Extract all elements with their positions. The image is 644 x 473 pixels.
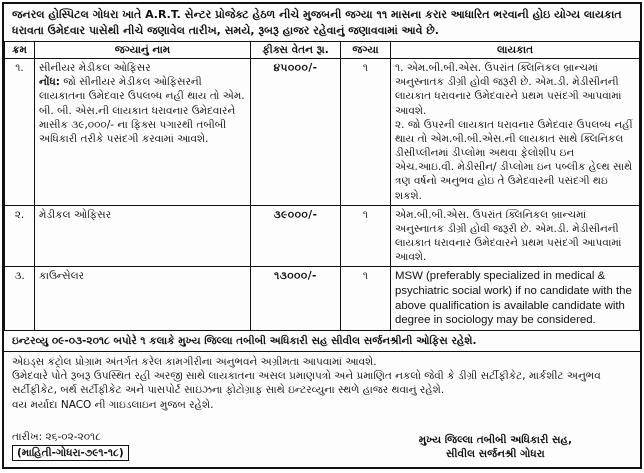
salary: ૧૩૦૦૦/- [251,267,341,330]
note-line: એઇડ્સ કંટ્રોલ પ્રોગ્રામ અંતર્ગત કરેલ કામગીરીના અનુભવને અગ્રીમતા આપવામાં આવશે. [12,356,377,368]
salary: ૪૫૦૦૦/- [251,59,341,206]
posts-count: ૧ [341,59,391,206]
post-name: સીનીયર મેડીકલ ઓફિસર [39,62,151,75]
table-row [5,59,640,206]
note-line: વય મર્યાદા NACO ની ગાઇડલાઇન મુજબ રહેશે. [12,398,214,411]
post-name: કાઉન્સેલર [35,267,251,330]
qualification-item: ૧. એમ.બી.બી.એસ. ઉપરાંત ક્લિનિકલ બ્રાન્ચમાં અનુસ્નાતક ડીગ્રી હોવી જરૂરી છે. એમ.ડી. મેડીસીનની લાયકાત ધરાવનાર ઉમેદવારને પ્રથમ પસંદગી આપવામાં આવશે. [395,62,622,117]
table-row [5,267,640,330]
note-label: નોંધ: [39,76,60,89]
qualification-item: ૨. જો ઉપરની લાયકાત ધરાવનાર ઉમેદવાર ઉપલબ્ધ નહીં થાય તો એમ.બી.બી.એસ.ની લાયકાત સાથે ક્લિનિકલ ડીસીપ્લીનમાં ડીપ્લોમા અથવા ફેલોશીપ ઇન એચ.આઇ.વી. મેડીસીન/ ડીપ્લોમા ઇન પબ્લીક હેલ્થ સાથે ત્રણ વર્ષનો અનુભવ હોઇ તે ઉમેદવારની પસંદગી થઇ શકશે. [395,118,633,202]
table-row [5,205,640,267]
signatory-block [419,433,572,461]
notice-date: તારીખ: ૨૬-૦૨-૨૦૧૮ [12,430,101,443]
col-header-salary: ફીક્સ વેતન રૂા. [251,41,341,58]
posts-count: ૧ [341,267,391,330]
table-header-row [5,41,640,58]
row-number: ૩. [5,267,35,330]
intro-paragraph: જનરલ હોસ્પિટલ ગોધરા ખાતે A.R.T. સેન્ટર પ્રોજેક્ટ હેઠળ નીચે મુજબની જગ્યા ૧૧ માસના કરાર આધારિત ભરવાની હોઇ યોગ્ય લાયકાત ધરાવતા ઉમેદવાર પાસેથી નીચે જણાવેલ તારીખ, સમયે, રૂબરૂ હાજર રહેવાનું જણાવવામાં આવે છે. [12,8,622,37]
qualification-item: MSW (preferably specialized in medical & psychiatric social work) if no candidate with the above qualification is available candidate with degree in sociology may be considered. [391,267,640,330]
salary: ૩૯૦૦૦/- [251,205,341,267]
col-header-qualification: લાયકાત [391,41,640,58]
posts-table [4,41,640,331]
qualification-cell [391,59,640,206]
notes-section [4,352,640,412]
signatory-office: સીવીલ સર્જનશ્રી ગોધરા [446,447,545,460]
post-name-cell [35,59,251,206]
post-name: મેડીકલ ઓફિસર [35,205,251,267]
signatory-title: મુખ્ય જિલ્લા તબીબી અધિકારી સહ, [418,433,572,446]
note-text: જો સીનીયર મેડીકલ ઓફિસરની લાયકાતના ઉમેદવાર ઉપલબ્ધ નહીં થાય તો એમ. બી. બી. એસ.ની લાયકાત ધરાવનાર ઉમેદવારને માસીક ૩૯,૦૦૦/- ના ફિક્સ પગારથી તબીબી અધિકારી તરીકે પસંદગી કરવામાં આવશે. [39,76,245,145]
note-line: ઉમેદવારે પોતે રૂબરૂ ઉપસ્થિત રહી અરજી સાથે લાયકાતના અસલ પ્રમાણપત્રો અને પ્રમાણિત નકલો જેવી કે ડીગ્રી સર્ટીફીકેટ, માર્કશીટ અનુભવ સર્ટીફીકેટ, બર્થ સર્ટીફીકેટ અને પાસપોર્ટ સાઇઝના ફોટોગ્રાફ સાથે ઇન્ટરવ્યુના સ્થળે હાજર થવાનું રહેશે. [12,370,601,397]
col-header-post-name: જગ્યાનું નામ [35,41,251,58]
qualification-item: એમ.બી.બી.એસ. ઉપરાંત ક્લિનિકલ બ્રાન્ચમાં અનુસ્નાતક ડીગ્રી હોવી જરૂરી છે. એમ.ડી. મેડીસીનની લાયકાત ધરાવનાર ઉમેદવારને પ્રથમ પસંદગી આપવામાં આવશે. [391,205,640,267]
col-header-no: ક્રમ [5,41,35,58]
reference-badge: (માહિતી-ગોધરા-૭૯૧-૧૮) [12,445,129,461]
notice-page [2,2,642,469]
interview-info: ઇન્ટરવ્યુ ૦૯-૦૩-૨૦૧૮ બપોરે ૧ કલાકે મુખ્ય જિલ્લા તબીબી અધિકારી સહ સીવીલ સર્જનશ્રીની ઓફિસ રહેશે. [4,331,640,352]
col-header-posts: જગ્યા [341,41,391,58]
row-number: ૧. [5,59,35,206]
footer-left [12,430,129,461]
posts-count: ૧ [341,205,391,267]
row-number: ૨. [5,205,35,267]
